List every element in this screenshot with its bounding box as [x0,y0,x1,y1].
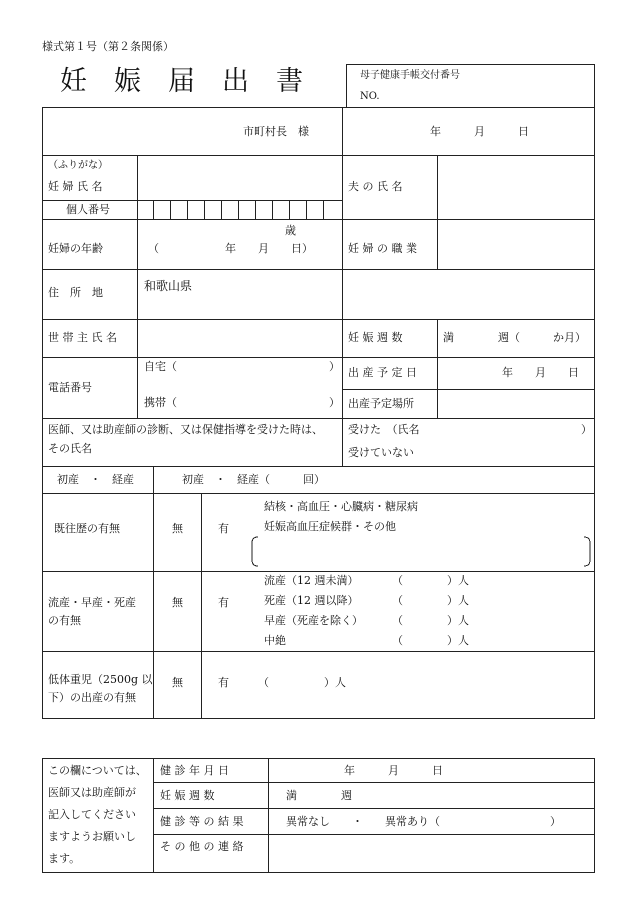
lbw-label-line2: 下）の出産の有無 [48,691,136,704]
checkup-result-label: 健 診 等 の 結 果 [160,815,244,828]
due-date-value[interactable]: 年 月 日 [502,366,579,379]
miscarriage-item-name: 死産（12 週以降） [264,594,359,607]
household-head-label: 世 帯 主 氏 名 [48,331,117,344]
furigana-label: （ふりがな） [48,160,108,171]
doctor-received-close: ） [581,423,592,436]
doctor-received[interactable]: 受けた （氏名 [348,423,420,436]
due-date-label: 出 産 予 定 日 [348,366,417,379]
husband-name-label: 夫 の 氏 名 [348,180,403,193]
miscarriage-item-count[interactable]: （ ）人 [392,594,469,607]
page-title: 妊 娠 届 出 書 [60,66,303,97]
birthdate-field[interactable]: （ 年 月 日） [148,242,313,255]
submission-date[interactable]: 年 月 日 [430,125,529,138]
address-value[interactable]: 和歌山県 [144,279,193,293]
form-id: 様式第１号（第２条関係） [42,40,174,53]
history-none[interactable]: 無 [172,522,183,535]
mayor-label: 市町村長 様 [243,125,309,138]
parity-label: 初産 ・ 経産 [57,473,134,486]
age-label: 妊婦の年齢 [48,242,103,255]
home-phone-label[interactable]: 自宅（ [144,360,177,373]
job-label: 妊 婦 の 職 業 [348,242,417,255]
doctor-label-line1: 医師、又は助産師の診断、又は保健指導を受けた時は、 [48,423,323,436]
checkup-weeks-value[interactable]: 満 週 [286,789,352,802]
weeks-label: 妊 娠 週 数 [348,331,403,344]
miscarriage-item-count[interactable]: （ ）人 [392,614,469,627]
history-line2: 妊娠高血圧症候群・その他 [264,520,396,533]
doctor-not-received[interactable]: 受けていない [348,446,414,459]
checkup-result-value[interactable]: 異常なし ・ 異常あり（ ） [286,815,561,828]
lbw-none[interactable]: 無 [172,676,183,689]
phone-label: 電話番号 [48,381,92,394]
history-line1: 結核・高血圧・心臓病・糖尿病 [264,500,418,513]
lbw-label-line1: 低体重児（2500g 以 [48,673,153,686]
parity-value[interactable]: 初産 ・ 経産（ 回） [182,473,325,486]
checkup-weeks-label: 妊 娠 週 数 [160,789,215,802]
note-line: ます。 [48,852,81,865]
miscarriage-yes[interactable]: 有 [218,596,229,609]
mobile-phone-label[interactable]: 携帯（ [144,396,177,409]
note-line: ますようお願いし [48,830,136,843]
techo-no-label: NO. [360,91,380,102]
birth-place-label: 出産予定場所 [348,397,414,410]
mynumber-label: 個人番号 [66,203,110,216]
pregnant-name-label: 妊 婦 氏 名 [48,180,103,193]
age-unit: 歳 [285,224,296,237]
note-line: 医師又は助産師が [48,786,136,799]
doctor-label-line2: その氏名 [48,442,92,455]
miscarriage-item-count[interactable]: （ ）人 [392,574,469,587]
miscarriage-item-name: 早産（死産を除く） [264,614,363,627]
history-label: 既往歴の有無 [54,522,120,535]
checkup-date-label: 健 診 年 月 日 [160,764,229,777]
history-yes[interactable]: 有 [218,522,229,535]
note-line: 記入してください [48,808,136,821]
miscarriage-label-line2: の有無 [48,614,81,627]
weeks-value[interactable]: 満 週（ か月） [443,331,586,344]
other-contact-label: そ の 他 の 連 絡 [160,840,244,853]
miscarriage-label-line1: 流産・早産・死産 [48,596,136,609]
note-line: この欄については、 [48,764,147,777]
address-label: 住 所 地 [48,286,103,299]
lbw-count[interactable]: （ ）人 [258,676,346,689]
home-phone-close: ） [329,360,340,373]
mobile-phone-close: ） [329,396,340,409]
checkup-date-value[interactable]: 年 月 日 [344,764,443,777]
miscarriage-item-name: 流産（12 週未満） [264,574,359,587]
miscarriage-item-name: 中絶 [264,634,286,647]
miscarriage-item-count[interactable]: （ ）人 [392,634,469,647]
techo-number-label: 母子健康手帳交付番号 [360,70,460,81]
lbw-yes[interactable]: 有 [218,676,229,689]
miscarriage-none[interactable]: 無 [172,596,183,609]
